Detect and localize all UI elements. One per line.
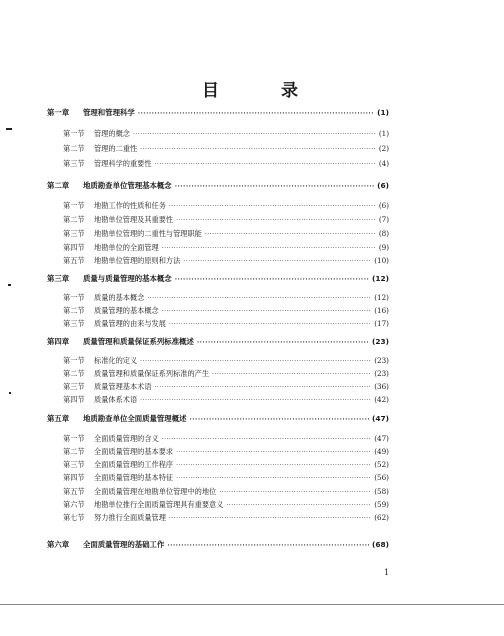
section-title: 地勘单位的全面管理	[94, 243, 159, 252]
section-page: (4)	[378, 159, 389, 168]
section-title: 努力推行全面质量管理	[94, 513, 166, 522]
dot-leader	[189, 416, 368, 423]
section-page: (47)	[374, 434, 389, 443]
chapter-number: 第六章	[47, 540, 70, 549]
section-title: 地勘工作的性质和任务	[94, 201, 166, 210]
section-page: (10)	[374, 256, 389, 265]
section-number: 第三节	[63, 229, 85, 238]
toc-section	[63, 201, 389, 211]
toc-section	[63, 447, 389, 457]
dot-leader	[169, 515, 371, 522]
dot-leader	[175, 276, 369, 283]
toc-section	[63, 215, 389, 225]
toc-chapter-5	[47, 413, 389, 424]
section-page: (2)	[378, 144, 389, 153]
section-number: 第三节	[63, 319, 85, 328]
scan-mark	[6, 128, 12, 130]
section-page: (23)	[374, 369, 389, 378]
section-number: 第二节	[63, 369, 85, 378]
dot-leader	[162, 436, 372, 443]
section-number: 第一节	[63, 129, 85, 138]
dot-leader	[138, 110, 374, 117]
section-title: 质量管理的由来与发展	[94, 319, 166, 328]
section-title: 质量的基本概念	[94, 293, 145, 302]
chapter-title: 地质勘查单位管理基本概念	[83, 181, 172, 190]
dot-leader	[162, 308, 372, 315]
toc-section	[63, 500, 389, 510]
chapter-title: 质量与质量管理的基本概念	[83, 274, 172, 283]
section-title: 质量管理基本术语	[94, 382, 152, 391]
chapter-page: (12)	[371, 274, 389, 283]
scan-mark	[8, 284, 11, 286]
toc-section	[63, 473, 389, 483]
toc-section	[63, 513, 389, 523]
section-number: 第二节	[63, 144, 85, 153]
dot-leader	[167, 542, 369, 549]
section-title: 地勘单位管理的原则和方法	[94, 256, 181, 265]
dot-leader	[169, 203, 376, 210]
section-title: 管理的概念	[94, 129, 130, 138]
chapter-number: 第一章	[47, 108, 70, 117]
section-number: 第四节	[63, 395, 85, 404]
chapter-title: 地质勘查单位全面质量管理概述	[83, 414, 187, 423]
toc-section	[63, 243, 389, 253]
section-number: 第四节	[63, 473, 85, 482]
dot-leader	[183, 258, 371, 265]
toc-section	[63, 434, 389, 444]
section-title: 全面质量管理的基本要求	[94, 447, 174, 456]
toc-section	[63, 356, 389, 366]
section-number: 第三节	[63, 460, 85, 469]
toc-chapter-1	[47, 107, 389, 118]
chapter-page: (1)	[377, 108, 389, 117]
dot-leader	[226, 502, 371, 509]
section-title: 质量管理和质量保证系列标准的产生	[94, 369, 210, 378]
section-title: 全面质量管理的基本特征	[94, 473, 174, 482]
section-number: 第二节	[63, 215, 85, 224]
dot-leader	[205, 231, 376, 238]
dot-leader	[155, 161, 376, 168]
section-title: 标准化的定义	[94, 356, 138, 365]
chapter-title: 质量管理和质量保证系列标准概述	[83, 337, 194, 346]
toc-section	[63, 129, 389, 139]
chapter-page: (47)	[371, 414, 389, 423]
section-number: 第七节	[63, 513, 85, 522]
toc-section	[63, 256, 389, 266]
section-title: 地勘单位管理及其重要性	[94, 215, 174, 224]
section-page: (6)	[378, 201, 389, 210]
section-page: (9)	[378, 243, 389, 252]
toc-chapter-6	[47, 539, 389, 550]
dot-leader	[140, 146, 376, 153]
section-title: 全面质量管理在地勘单位管理中的地位	[94, 487, 217, 496]
section-title: 管理的二重性	[94, 144, 138, 153]
toc-section	[63, 395, 389, 405]
dot-leader	[176, 449, 371, 456]
section-number: 第四节	[63, 243, 85, 252]
section-number: 第五节	[63, 487, 85, 496]
chapter-number: 第二章	[47, 181, 70, 190]
section-title: 质量体系术语	[94, 395, 138, 404]
section-page: (58)	[374, 487, 389, 496]
section-number: 第二节	[63, 306, 85, 315]
toc-section	[63, 229, 389, 239]
dot-leader	[147, 295, 371, 302]
dot-leader	[162, 245, 376, 252]
dot-leader	[176, 462, 371, 469]
section-page: (17)	[374, 319, 389, 328]
section-number: 第一节	[63, 293, 85, 302]
toc-section	[63, 306, 389, 316]
section-number: 第二节	[63, 447, 85, 456]
chapter-page: (68)	[371, 540, 389, 549]
dot-leader	[176, 475, 371, 482]
toc-section	[63, 319, 389, 329]
section-page: (36)	[374, 382, 389, 391]
section-number: 第三节	[63, 159, 85, 168]
section-title: 地勘单位管理的二重性与管理职能	[94, 229, 202, 238]
chapter-number: 第五章	[47, 414, 70, 423]
scan-mark	[9, 392, 11, 394]
dot-leader	[212, 371, 371, 378]
section-page: (49)	[374, 447, 389, 456]
section-page: (16)	[374, 306, 389, 315]
section-page: (8)	[378, 229, 389, 238]
section-page: (7)	[378, 215, 389, 224]
toc-chapter-4	[47, 336, 389, 347]
section-page: (59)	[374, 500, 389, 509]
toc-section	[63, 382, 389, 392]
toc-chapter-2	[47, 180, 389, 191]
toc-section	[63, 487, 389, 497]
chapter-title: 管理和管理科学	[83, 108, 135, 117]
section-page: (52)	[374, 460, 389, 469]
chapter-page: (23)	[371, 337, 389, 346]
section-number: 第一节	[63, 434, 85, 443]
toc-section	[63, 159, 389, 169]
chapter-number: 第四章	[47, 337, 70, 346]
section-number: 第三节	[63, 382, 85, 391]
dot-leader	[219, 489, 371, 496]
section-title: 地勘单位推行全面质量管理具有重要意义	[94, 500, 224, 509]
section-page: (42)	[374, 395, 389, 404]
toc-chapter-3	[47, 273, 389, 284]
scan-edge-line	[0, 604, 504, 605]
dot-leader	[169, 321, 371, 328]
page-title: 目 录	[202, 81, 326, 101]
dot-leader	[140, 397, 371, 404]
section-title: 管理科学的重要性	[94, 159, 152, 168]
chapter-number: 第三章	[47, 274, 70, 283]
section-page: (62)	[374, 513, 389, 522]
dot-leader	[140, 358, 371, 365]
toc-section	[63, 293, 389, 303]
section-number: 第一节	[63, 201, 85, 210]
section-title: 质量管理的基本概念	[94, 306, 159, 315]
dot-leader	[176, 217, 376, 224]
dot-leader	[133, 131, 376, 138]
section-number: 第一节	[63, 356, 85, 365]
section-title: 全面质量管理的工作程序	[94, 460, 174, 469]
chapter-title: 全面质量管理的基础工作	[83, 540, 165, 549]
page-number: 1	[384, 568, 390, 577]
section-page: (1)	[378, 129, 389, 138]
dot-leader	[155, 384, 372, 391]
dot-leader	[197, 339, 369, 346]
chapter-page: (6)	[377, 181, 389, 190]
section-page: (23)	[374, 356, 389, 365]
dot-leader	[175, 183, 374, 190]
section-number: 第五节	[63, 256, 85, 265]
toc-section	[63, 144, 389, 154]
section-title: 全面质量管理的含义	[94, 434, 159, 443]
toc-section	[63, 460, 389, 470]
section-number: 第六节	[63, 500, 85, 509]
toc-section	[63, 369, 389, 379]
section-page: (12)	[374, 293, 389, 302]
section-page: (56)	[374, 473, 389, 482]
